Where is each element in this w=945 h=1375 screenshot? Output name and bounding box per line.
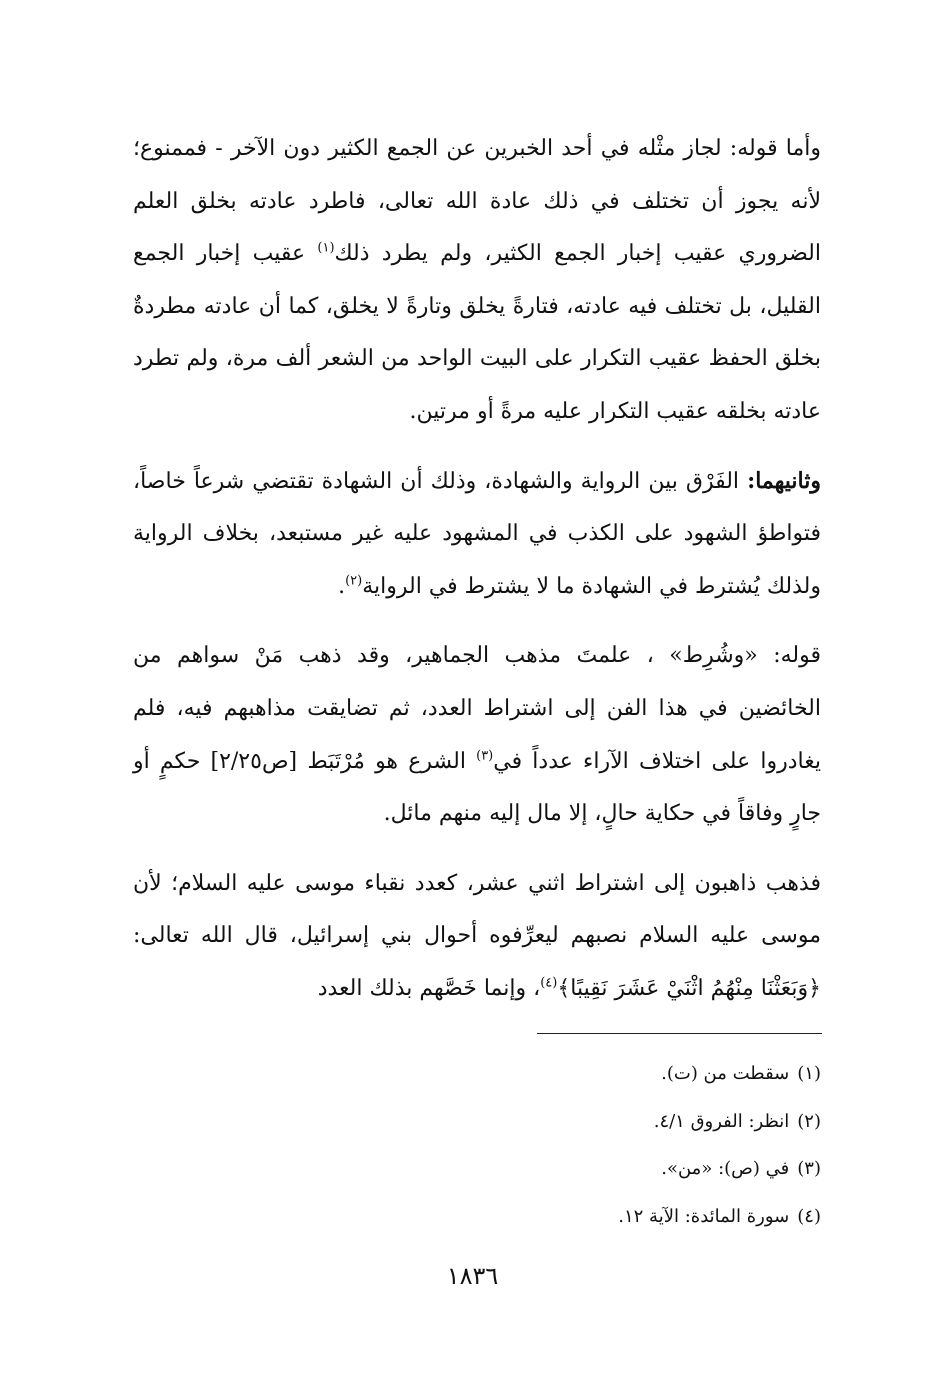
- paragraph-text: قوله: «وشُرِط» ، علمتَ مذهب الجماهير، وقد ذهب مَنْ سواهم من الخائضين في هذا الفن إلى اشتراط العدد، ثم تضايقت مذاهبهم فيه، فلم يغادروا على اختلاف الآراء عدداً في: [133, 643, 821, 774]
- page-number: ١٨٣٦: [446, 1262, 499, 1290]
- paragraph-text: فذهب ذاهبون إلى اشتراط اثني عشر، كعدد نقباء موسى عليه السلام؛ لأن موسى عليه السلام نصبهم ليعرِّفوه أحوال بني إسرائيل، قال الله تعالى: ﴿وَبَعَثْنَا مِنْهُمُ اثْنَيْ عَشَرَ نَقِيبًا﴾: [133, 870, 821, 1001]
- paragraph-3: [133, 629, 821, 840]
- footnote-marker-2: (٢): [345, 573, 363, 589]
- paragraph-text: الفَرْق بين الرواية والشهادة، وذلك أن الشهادة تقتضي شرعاً خاصاً، فتواطؤ الشهود على الكذب في المشهود عليه غير مستبعد، بخلاف الرواية ولذلك يُشترط في الشهادة ما لا يشترط في الرواية: [133, 468, 821, 599]
- footnote-text: في (ص): «من».: [661, 1158, 790, 1179]
- footnote-number: (٤): [797, 1205, 821, 1227]
- paragraph-text-tail: ، وإنما خَصَّهم بذلك العدد: [317, 975, 541, 1001]
- footnotes: [133, 1050, 821, 1240]
- paragraph-text-tail: .: [338, 573, 346, 599]
- footnote-4: [133, 1193, 821, 1241]
- footnote-marker-1: (١): [317, 240, 335, 256]
- paragraph-2: [133, 455, 821, 614]
- footnote-text: سورة المائدة: الآية ١٢.: [618, 1205, 790, 1227]
- main-text: [133, 122, 821, 1016]
- paragraph-text: وأما قوله: لجاز مثْله في أحد الخبرين عن الجمع الكثير دون الآخر - فممنوع؛ لأنه يجوز أن تختلف في ذلك عادة الله تعالى، فاطرد عادته بخلق العلم الضروري عقيب إخبار الجمع الكثير، ولم يطرد ذلك: [133, 136, 821, 267]
- footnote-number: (٢): [797, 1110, 821, 1132]
- paragraph-4: [133, 857, 821, 1016]
- paragraph-lead: وثانيهما:: [747, 467, 821, 494]
- footnote-1: [133, 1050, 821, 1098]
- footnote-text: انظر: الفروق ٤/١.: [653, 1110, 790, 1132]
- paragraph-1: [133, 122, 821, 439]
- footnote-divider: [537, 1033, 822, 1034]
- footnote-2: [133, 1098, 821, 1146]
- paragraph-text-tail: عقيب إخبار الجمع القليل، بل تختلف فيه عادته، فتارةً يخلق وتارةً لا يخلق، كما أن عادته مطردةٌ بخلق الحفظ عقيب التكرار على البيت الواحد من الشعر ألف مرة، ولم تطرد عادته بخلقه عقيب التكرار عليه مرةً أو مرتين.: [133, 241, 821, 424]
- footnote-3: [133, 1145, 821, 1193]
- footnote-number: (١): [797, 1063, 821, 1084]
- footnote-marker-4: (٤): [540, 975, 558, 991]
- paragraph-text-tail: الشرع هو مُرْتَبَط [ص٢/٢٥] حكمٍ أو جارٍ وفاقاً في حكاية حالٍ، إلا مال إليه منهم مائل.: [133, 748, 821, 827]
- footnote-marker-3: (٣): [476, 748, 494, 764]
- footnote-number: (٣): [797, 1158, 821, 1179]
- footnote-text: سقطت من (ت).: [661, 1063, 790, 1084]
